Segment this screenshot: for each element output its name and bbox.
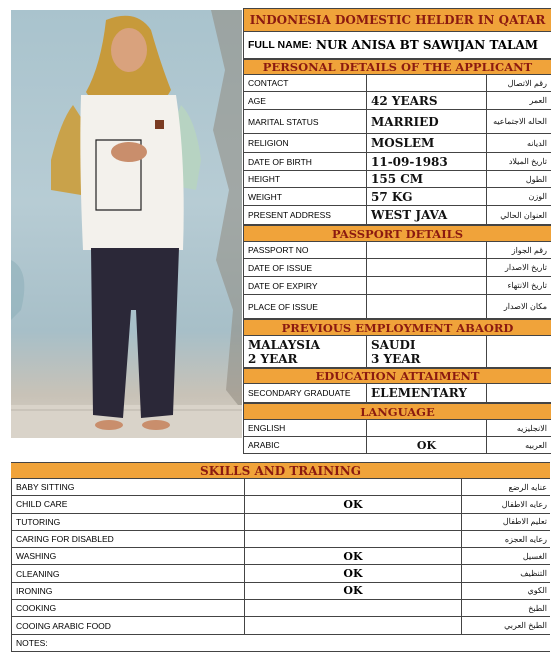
row-label: IRONING <box>16 585 53 596</box>
personal-row <box>244 92 551 110</box>
row-label: WEIGHT <box>248 191 282 202</box>
row-value <box>366 420 486 436</box>
row-arabic-label: تاريخ الميلاد <box>486 153 551 170</box>
row-value <box>366 75 486 91</box>
employment-country-1: MALAYSIA <box>248 337 320 352</box>
row-value: MARRIED <box>366 110 486 133</box>
row-arabic-label: الديانه <box>486 134 551 152</box>
row-label: CHILD CARE <box>16 499 68 510</box>
row-arabic-label: الطبخ <box>461 600 551 616</box>
row-arabic-label: تاريخ الاصدار <box>486 259 551 276</box>
row-value: OK <box>244 583 461 599</box>
row-arabic-label: العنوان الحالي <box>486 206 551 224</box>
row-label: ENGLISH <box>248 423 286 433</box>
row-arabic-label: العربيه <box>486 437 551 453</box>
skills-row <box>11 496 550 513</box>
row-arabic-label: مكان الاصدار <box>486 295 551 318</box>
row-label: COOKING <box>16 603 57 614</box>
passport-details-header: PASSPORT DETAILS <box>244 225 551 242</box>
row-value <box>366 242 486 258</box>
employment-country-2: SAUDI <box>371 337 416 352</box>
row-arabic-label: التنظيف <box>461 565 551 581</box>
row-value <box>244 514 461 530</box>
row-arabic-label: الوزن <box>486 188 551 205</box>
skills-row <box>11 479 550 496</box>
row-label: AGE <box>248 95 266 106</box>
row-arabic-label: رعايه العجزه <box>461 531 551 547</box>
row-value: WEST JAVA <box>366 206 486 224</box>
employment-col-3 <box>486 336 551 367</box>
row-value <box>366 259 486 276</box>
row-label: DATE OF EXPIRY <box>248 280 318 291</box>
row-label: BABY SITTING <box>16 482 75 493</box>
employment-col-1 <box>244 336 366 367</box>
row-value <box>366 295 486 318</box>
row-value: 155 CM <box>366 171 486 187</box>
passport-details-table <box>244 242 551 319</box>
row-arabic-label: رعايه الاطفال <box>461 496 551 512</box>
full-name-row <box>244 32 551 59</box>
row-label: MARITAL STATUS <box>248 116 319 127</box>
row-value <box>366 277 486 294</box>
row-value: OK <box>366 437 486 453</box>
skills-row <box>11 514 550 531</box>
full-name-label: FULL NAME: <box>248 39 312 51</box>
row-value <box>244 479 461 495</box>
row-arabic-label: عنايه الرضع <box>461 479 551 495</box>
row-label: WASHING <box>16 551 57 562</box>
personal-details-table <box>244 75 551 225</box>
education-label: SECONDARY GRADUATE <box>248 388 351 398</box>
row-arabic-label: العمر <box>486 92 551 109</box>
passport-row <box>244 242 551 259</box>
passport-row <box>244 295 551 319</box>
row-label: CARING FOR DISABLED <box>16 534 114 545</box>
row-value: 57 KG <box>366 188 486 205</box>
personal-details-header: PERSONAL DETAILS OF THE APPLICANT <box>244 59 551 75</box>
personal-row <box>244 171 551 188</box>
row-value: 11-09-1983 <box>366 153 486 170</box>
row-value: 42 YEARS <box>366 92 486 109</box>
personal-row <box>244 188 551 206</box>
employment-years-2: 3 YEAR <box>371 351 421 366</box>
applicant-photo <box>11 10 242 438</box>
language-header: LANGUAGE <box>244 403 551 420</box>
row-arabic-label: تعليم الاطفال <box>461 514 551 530</box>
employment-table <box>244 336 551 368</box>
education-empty <box>486 384 551 402</box>
row-label: CONTACT <box>248 78 289 88</box>
language-table <box>244 420 551 454</box>
skills-row <box>11 600 550 617</box>
row-label: PRESENT ADDRESS <box>248 210 331 220</box>
education-row <box>244 384 551 403</box>
row-label: DATE OF ISSUE <box>248 262 313 273</box>
row-arabic-label: الحاله الاجتماعيه <box>486 110 551 133</box>
previous-employment-header: PREVIOUS EMPLOYMENT ABAORD <box>244 319 551 336</box>
row-arabic-label: الكوي <box>461 583 551 599</box>
row-label: COOING ARABIC FOOD <box>16 620 111 631</box>
employment-col-2 <box>366 336 486 367</box>
row-label: CLEANING <box>16 568 60 579</box>
applicant-details-sheet <box>243 8 551 454</box>
row-value <box>244 531 461 547</box>
row-label: HEIGHT <box>248 174 281 184</box>
personal-row <box>244 110 551 134</box>
row-arabic-label: الطبخ العربي <box>461 617 551 633</box>
education-value: ELEMENTARY <box>366 384 486 402</box>
personal-row <box>244 153 551 171</box>
row-label: PASSPORT NO <box>248 245 309 255</box>
row-value: OK <box>244 565 461 581</box>
skills-section <box>11 462 550 652</box>
row-arabic-label: الانجليزيه <box>486 420 551 436</box>
skills-row <box>11 583 550 600</box>
row-value <box>244 600 461 616</box>
row-label: PLACE OF ISSUE <box>248 301 318 312</box>
personal-row <box>244 75 551 92</box>
row-value <box>244 617 461 633</box>
language-row <box>244 420 551 437</box>
language-row <box>244 437 551 454</box>
passport-row <box>244 277 551 295</box>
applicant-figure <box>11 10 242 438</box>
row-value: MOSLEM <box>366 134 486 152</box>
passport-row <box>244 259 551 277</box>
row-value: OK <box>244 496 461 512</box>
row-arabic-label: رقم الجواز <box>486 242 551 258</box>
row-arabic-label: تاريخ الانتهاء <box>486 277 551 294</box>
skills-row <box>11 565 550 582</box>
row-label: ARABIC <box>248 440 280 450</box>
row-arabic-label: رقم الاتصال <box>486 75 551 91</box>
skills-row <box>11 531 550 548</box>
skills-row <box>11 548 550 565</box>
row-label: TUTORING <box>16 516 61 527</box>
notes-label: NOTES: <box>16 637 48 648</box>
row-label: DATE OF BIRTH <box>248 156 312 167</box>
skills-table <box>11 479 550 635</box>
document-title: INDONESIA DOMESTIC HELDER IN QATAR <box>244 8 551 32</box>
row-value: OK <box>244 548 461 564</box>
education-header: EDUCATION ATTAIMENT <box>244 368 551 384</box>
row-arabic-label: الطول <box>486 171 551 187</box>
row-label: RELIGION <box>248 138 289 148</box>
skills-header: SKILLS AND TRAINING <box>11 462 550 479</box>
personal-row <box>244 206 551 225</box>
skills-row <box>11 617 550 634</box>
row-arabic-label: الغسيل <box>461 548 551 564</box>
employment-years-1: 2 YEAR <box>248 351 298 366</box>
notes-row <box>11 635 550 652</box>
personal-row <box>244 134 551 153</box>
full-name-value: NUR ANISA BT SAWIJAN TALAM <box>315 38 539 52</box>
